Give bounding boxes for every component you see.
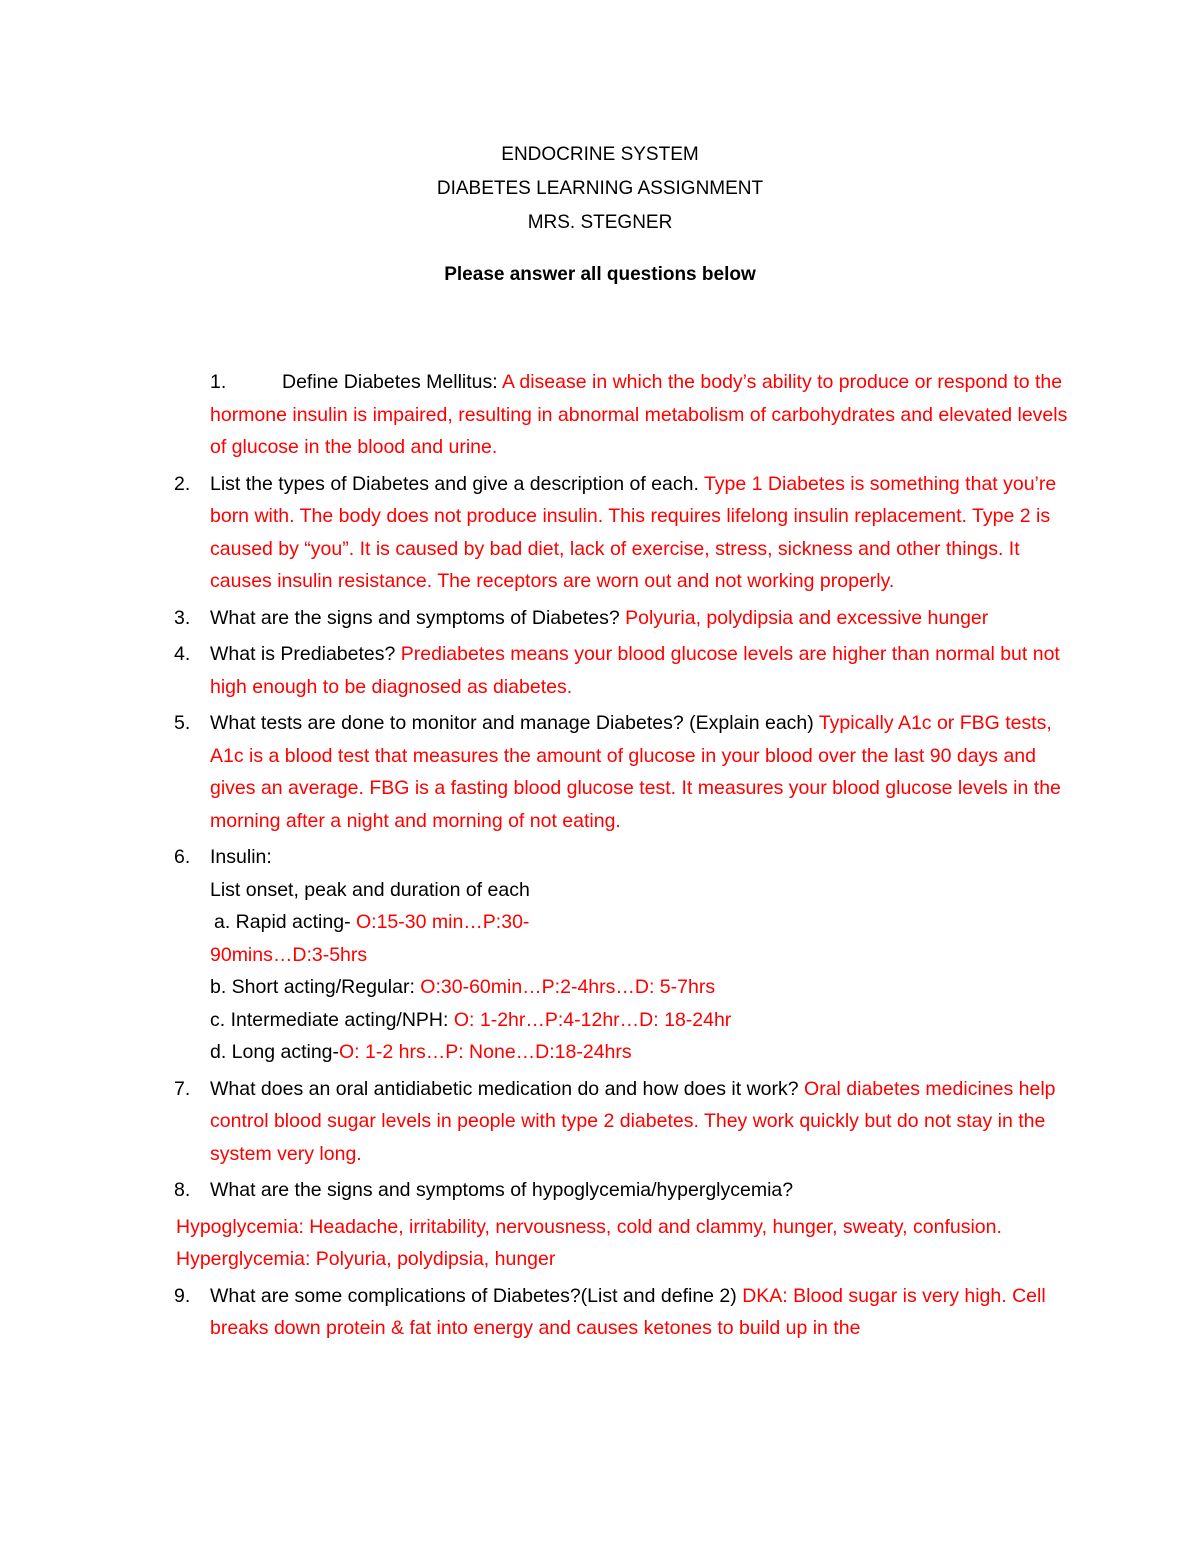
insulin-answer: O: 1-2hr…P:4-12hr…D: 18-24hr bbox=[453, 1008, 732, 1031]
insulin-answer: O: 1-2 hrs…P: None…D:18-24hrs bbox=[339, 1041, 632, 1063]
question-text: What tests are done to monitor and manage Diabetes? (Explain each) bbox=[210, 712, 819, 734]
insulin-long-acting bbox=[210, 1036, 1080, 1069]
question-item-9 bbox=[0, 1280, 1080, 1345]
insulin-label: a. Rapid acting- bbox=[214, 911, 356, 933]
question-number: 8. bbox=[174, 1179, 191, 1201]
insulin-answer: O:15-30 min…P:30- bbox=[356, 911, 530, 933]
answer-text: Type 1 Diabetes is something that you’re born with. The body does not produce insulin. This requires lifelong insulin replacement. Type 2 is caused by “you”. It is caused by bad diet, lack of exercise, stress, sickness and other things. It causes insulin resistance. The receptors are worn out and not working properly. bbox=[210, 472, 1057, 592]
question-number: 7. bbox=[174, 1077, 191, 1100]
question-text-block bbox=[210, 366, 1080, 464]
insulin-short-acting bbox=[210, 971, 1080, 1004]
header-subtitle: DIABETES LEARNING ASSIGNMENT bbox=[436, 178, 764, 199]
answer-text-hypo-hyper: Hypoglycemia: Headache, irritability, nervousness, cold and clammy, hunger, sweaty, confusion. Hyperglycemia: Polyuria, polydipsia, hunger bbox=[176, 1215, 1002, 1270]
answer-text: A disease in which the body’s ability to produce or respond to the hormone insulin is impaired, resulting in abnormal metabolism of carbohydrates and elevated levels of glucose in the blood and urine. bbox=[210, 371, 1068, 458]
insulin-label: b. Short acting/Regular: bbox=[210, 976, 421, 998]
question-item-3 bbox=[0, 602, 1080, 635]
insulin-label: c. Intermediate acting/NPH: bbox=[210, 1008, 454, 1031]
question-text: What is Prediabetes? bbox=[210, 643, 401, 665]
question-list bbox=[0, 366, 1200, 1349]
question-text: What does an oral antidiabetic medication do and how does it work? bbox=[210, 1077, 805, 1100]
question-item-8 bbox=[0, 1174, 1080, 1207]
answer-text: Polyuria, polydipsia and excessive hunger bbox=[625, 606, 989, 629]
question-item-6 bbox=[0, 841, 1080, 1069]
question-item-7 bbox=[0, 1073, 1080, 1171]
question-text: Define Diabetes Mellitus: bbox=[282, 371, 503, 393]
question-number: 1. bbox=[210, 371, 227, 393]
header-title: ENDOCRINE SYSTEM bbox=[501, 144, 699, 165]
question-text: List the types of Diabetes and give a description of each. bbox=[210, 472, 704, 495]
question-text: What are the signs and symptoms of hypoglycemia/hyperglycemia? bbox=[210, 1179, 794, 1201]
insulin-label: d. Long acting- bbox=[210, 1041, 340, 1063]
question-item-2 bbox=[0, 468, 1080, 598]
answer-text: DKA: Blood sugar is very high. Cell breaks down protein & fat into energy and causes ketones to build up in the bbox=[210, 1284, 1046, 1339]
insulin-answer-continued: 90mins…D:3-5hrs bbox=[210, 943, 368, 966]
insulin-intermediate-acting bbox=[210, 1004, 1080, 1037]
question-number: 9. bbox=[174, 1284, 191, 1307]
header-instructions: Please answer all questions below bbox=[444, 264, 756, 285]
answer-text: Oral diabetes medicines help control blood sugar levels in people with type 2 diabetes. They work quickly but do not stay in the system very long. bbox=[210, 1077, 1056, 1165]
question-item-5 bbox=[0, 707, 1080, 837]
question-text: What are some complications of Diabetes?(List and define 2) bbox=[210, 1284, 743, 1307]
question-number: 6. bbox=[174, 846, 191, 868]
question-text: Insulin: bbox=[210, 846, 272, 868]
answer-text: Prediabetes means your blood glucose levels are higher than normal but not high enough to be diagnosed as diabetes. bbox=[210, 643, 1060, 698]
insulin-rapid-acting bbox=[210, 906, 1080, 939]
header-teacher: MRS. STEGNER bbox=[527, 212, 673, 233]
question-number: 5. bbox=[174, 712, 191, 734]
insulin-answer: O:30-60min…P:2-4hrs…D: 5-7hrs bbox=[420, 976, 716, 998]
question-number: 2. bbox=[174, 472, 191, 495]
answer-text: Typically A1c or FBG tests, A1c is a blood test that measures the amount of glucose in your blood over the last 90 days and gives an average. FBG is a fasting blood glucose test. It measures your blood glucose levels in the morning after a night and morning of not eating. bbox=[210, 712, 1061, 832]
insulin-instructions: List onset, peak and duration of each bbox=[210, 878, 530, 901]
question-item-4 bbox=[0, 638, 1080, 703]
question-item-1 bbox=[0, 366, 1080, 464]
question-text: What are the signs and symptoms of Diabetes? bbox=[210, 606, 626, 629]
question-number: 3. bbox=[174, 606, 191, 629]
document-header bbox=[0, 138, 1200, 292]
question-number: 4. bbox=[174, 643, 191, 665]
